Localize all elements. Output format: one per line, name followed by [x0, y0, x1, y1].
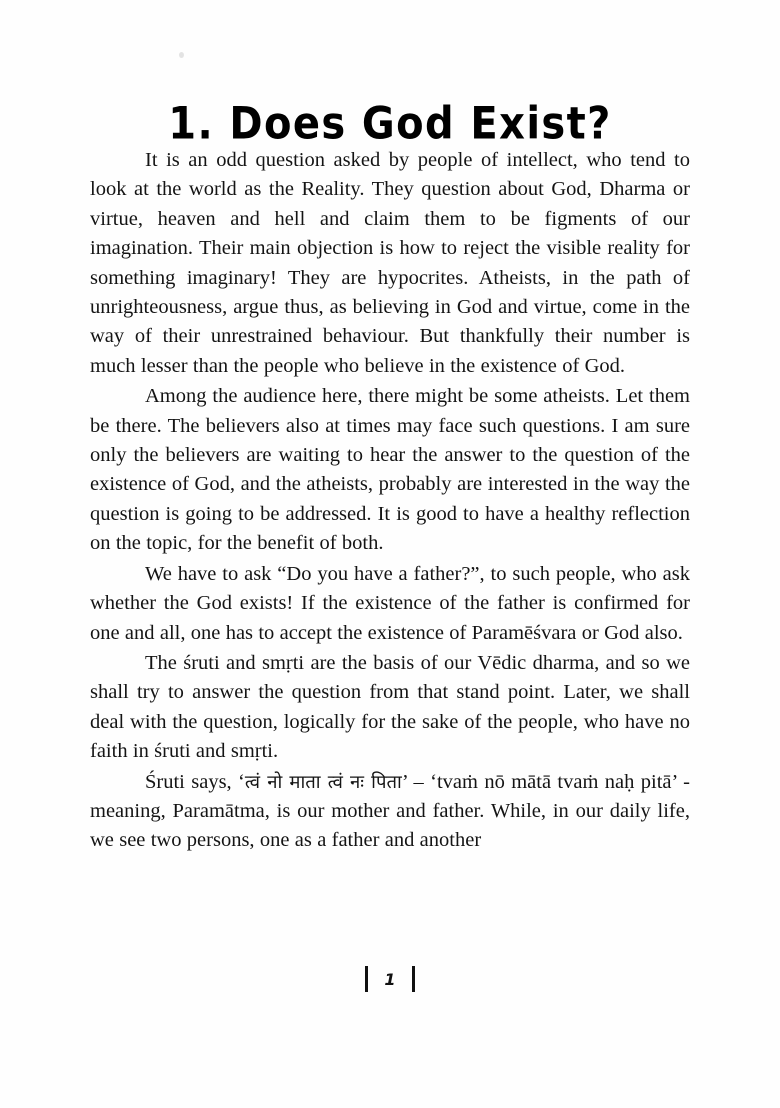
paragraph: Among the audience here, there might be some atheists. Let them be there. The believers also at times may face such questions. I am sure only the believers are waiting to hear the answer to the question of the existence of God, and the atheists, probably are interested in the way the question is going to be addressed. It is good to have a healthy reflection on the topic, for the benefit of both. [90, 385, 690, 555]
devanagari-quote: त्वं नो माता त्वं नः पिता [244, 771, 402, 793]
quote-lead-text: Śruti says, ‘ [145, 770, 245, 793]
body-text-column [90, 146, 690, 856]
footer-right-rule [412, 966, 415, 992]
paragraph: We have to ask “Do you have a father?”, to such people, who ask whether the God exists! If the existence of the father is confirmed for one and all, one has to accept the existence of Paramēśvara or God also. [90, 562, 690, 644]
footer-left-rule [365, 966, 368, 992]
quote-tail-text: ’ – ‘tvaṁ nō mātā tvaṁ naḥ pitā’ -meaning, Paramātma, is our mother and father. While, in our daily life, we see two persons, one as a father and another [90, 770, 691, 852]
page-number: 1 [384, 969, 396, 989]
paragraph-with-devanagari-quote [90, 768, 690, 856]
scan-artifact-speck [179, 52, 184, 58]
page-footer [0, 966, 780, 992]
page-title: 1. Does God Exist? [168, 97, 612, 150]
paragraph: It is an odd question asked by people of intellect, who tend to look at the world as the Reality. They question about God, Dharma or virtue, heaven and hell and claim them to be figments of our imagination. Their main objection is how to reject the visible reality for something imaginary! They are hypocrites. Atheists, in the path of unrighteousness, argue thus, as believing in God and virtue, come in the way of their unrestrained behaviour. But thankfully their number is much lesser than the people who believe in the existence of God. [90, 149, 690, 377]
paragraph: The śruti and smṛti are the basis of our Vēdic dharma, and so we shall try to answer the question from that stand point. Later, we shall deal with the question, logically for the sake of the people, who have no faith in śruti and smṛti. [90, 651, 690, 763]
